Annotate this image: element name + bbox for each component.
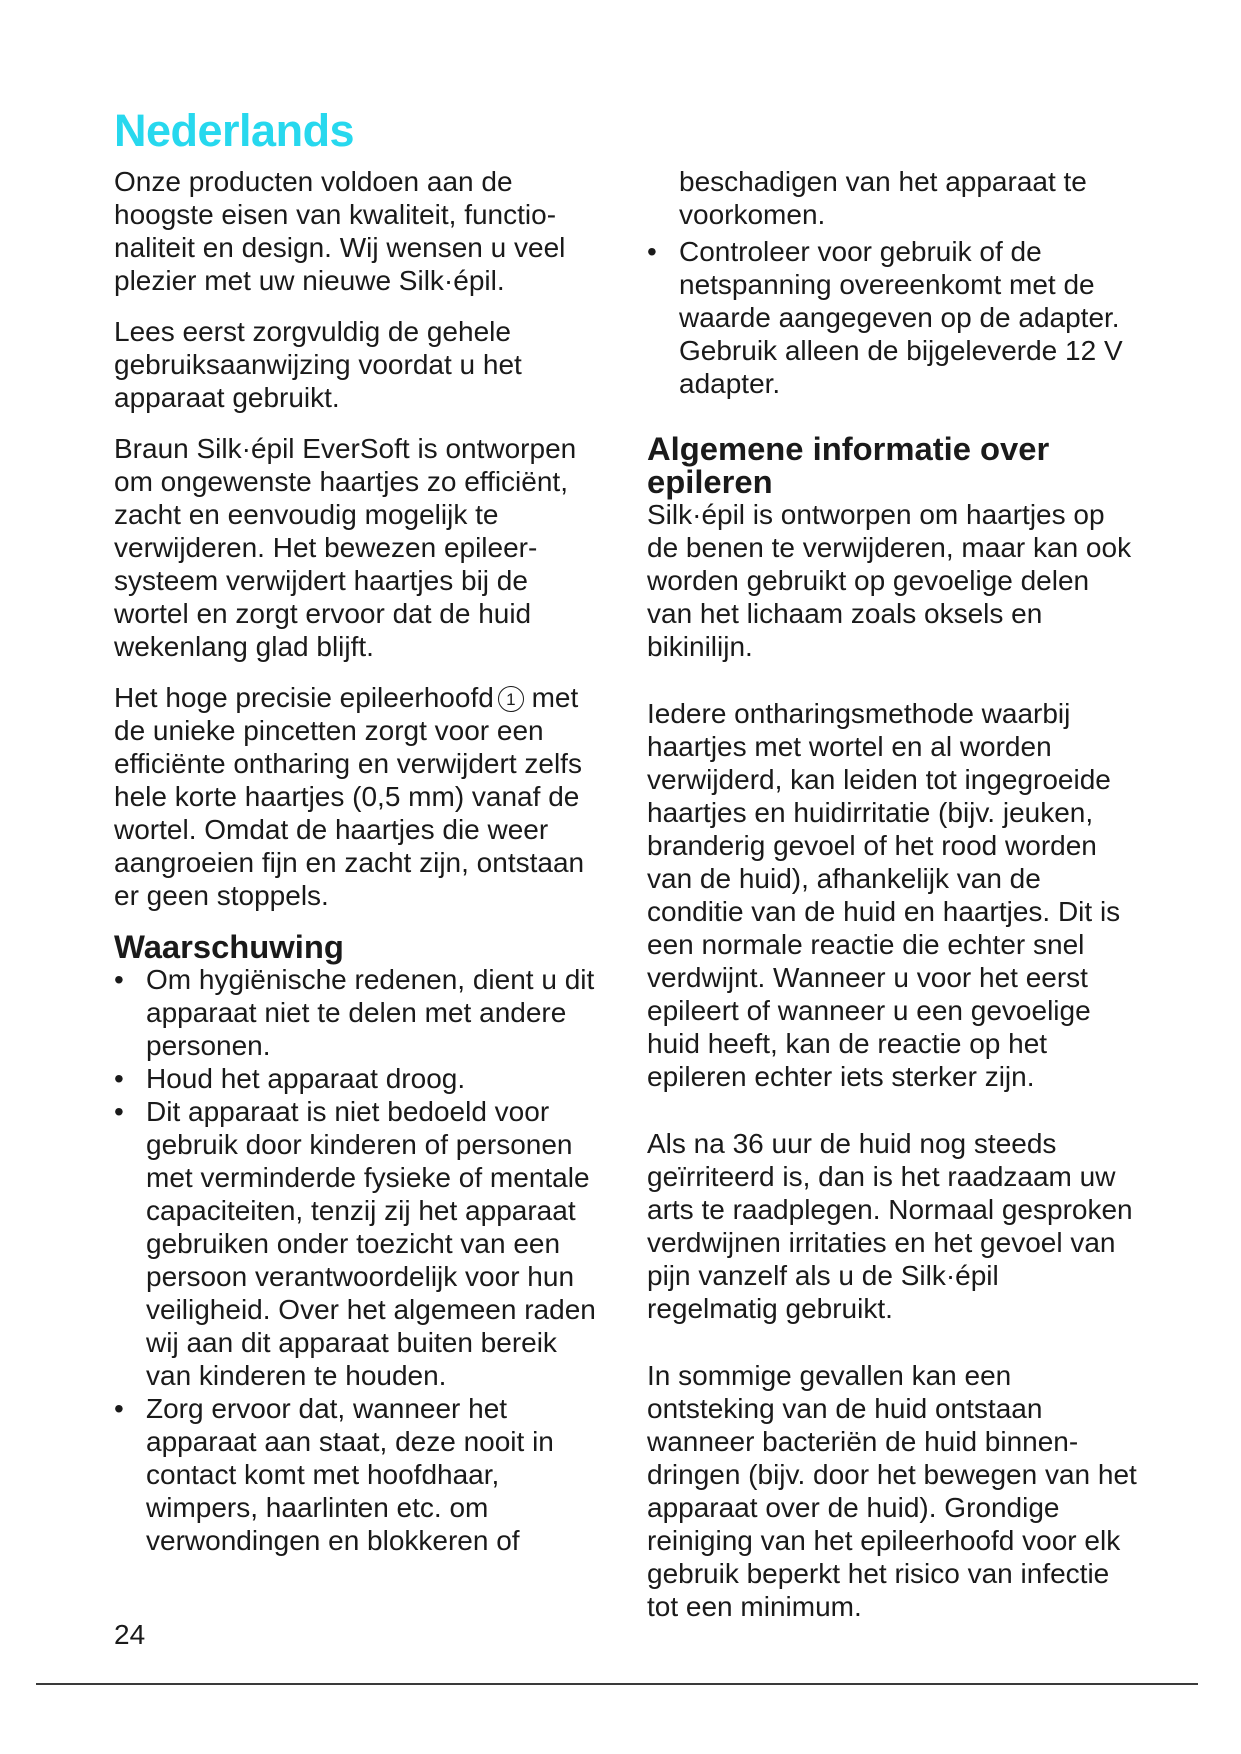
- page-heading: Nederlands: [114, 105, 355, 156]
- info-paragraph-2: Iedere ontharingsmethode waarbij haartjes met wortel en al worden verwijderd, kan leiden tot ingegroeide haartjes en huidirritatie (bijv. jeuken, branderig gevoel of het rood worden van de huid), afhankelijk van de conditie van de huid en haartjes. Dit is een normale reactie die echter snel verdwijnt. Wanneer u voor het eerst epileert of wanneer u een gevoelige huid heeft, kan de reactie op het epileren echter iets sterker zijn.: [647, 698, 1121, 1092]
- warning-item-4: [114, 1392, 604, 1557]
- warning-item-text: Houd het apparaat droog.: [146, 1063, 466, 1094]
- warning-item-1: [114, 963, 604, 1062]
- warning-item-5: [647, 235, 1137, 400]
- warning-list-continued: [647, 235, 1137, 400]
- bullet-icon: •: [114, 964, 124, 995]
- info-paragraph-4: In sommige gevallen kan een ontsteking van de huid ontstaan wanneer bacteriën de huid binnendringen (bijv. door het bewegen van het apparaat over de huid). Grondige reiniging van het epileerhoofd voor elk gebruik beperkt het risico van infectie tot een minimum.: [647, 1360, 1137, 1622]
- figure-reference-1: 1: [498, 686, 524, 712]
- warning-item-text: Controleer voor gebruik of de netspanning overeenkomt met de waarde aangegeven op de adapter. Gebruik alleen de bijgeleverde 12 V adapter.: [679, 236, 1123, 399]
- right-column: [647, 165, 1137, 1641]
- warning-item-text: Zorg ervoor dat, wanneer het apparaat aan staat, deze nooit in contact komt met hoofdhaar, wimpers, haarlinten etc. om verwondingen en blokkeren of: [146, 1393, 554, 1556]
- bullet-icon: •: [114, 1063, 124, 1094]
- page-number: 24: [114, 1619, 146, 1650]
- intro-paragraph-4: [114, 681, 604, 912]
- warning-heading: Waarschuwing: [114, 928, 344, 965]
- bullet-icon: •: [114, 1096, 124, 1127]
- bullet-icon: •: [114, 1393, 124, 1424]
- left-column: [114, 165, 604, 1557]
- warning-item-4-continued: beschadigen van het apparaat te voorkomen.: [679, 166, 1087, 230]
- info-paragraph-3: Als na 36 uur de huid nog steeds geïrriteerd is, dan is het raadzaam uw arts te raadplegen. Normaal gesproken verdwijnen irritaties en het gevoel van pijn vanzelf als u de Silk·épil regelmatig gebruikt.: [647, 1128, 1133, 1324]
- warning-list: [114, 963, 604, 1557]
- intro-paragraph-2: Lees eerst zorgvuldig de gehele gebruiksaanwijzing voordat u het apparaat gebruikt.: [114, 316, 522, 413]
- intro-paragraph-4-end: met de unieke pincetten zorgt voor een efficiënte ontharing en verwijdert zelfs hele korte haartjes (0,5 mm) vanaf de wortel. Omdat de haartjes die weer aangroeien fijn en zacht zijn, ontstaan er geen stoppels.: [114, 682, 585, 911]
- warning-item-text: Om hygiënische redenen, dient u dit apparaat niet te delen met andere personen.: [146, 964, 595, 1061]
- intro-paragraph-3: Braun Silk·épil EverSoft is ontworpen om ongewenste haartjes zo efficiënt, zacht en eenvoudig mogelijk te verwijderen. Het bewezen epileersysteem verwijdert haartjes bij de wortel en zorgt ervoor dat de huid wekenlang glad blijft.: [114, 433, 577, 662]
- info-paragraph-1: Silk·épil is ontworpen om haartjes op de benen te verwijderen, maar kan ook worden gebruikt op gevoelige delen van het lichaam zoals oksels en bikinilijn.: [647, 499, 1132, 662]
- warning-item-text: Dit apparaat is niet bedoeld voor gebruik door kinderen of personen met verminderde fysieke of mentale capaciteiten, tenzij zij het apparaat gebruiken onder toezicht van een persoon verantwoordelijk voor hun veiligheid. Over het algemeen raden wij aan dit apparaat buiten bereik van kinderen te houden.: [146, 1096, 596, 1391]
- bullet-icon: •: [647, 236, 657, 267]
- warning-item-2: [114, 1062, 604, 1095]
- info-heading: Algemene informatie over epileren: [647, 430, 1050, 500]
- footer-divider: [36, 1683, 1198, 1685]
- warning-item-3: [114, 1095, 604, 1392]
- intro-paragraph-4-start: Het hoge precisie epileerhoofd: [114, 682, 494, 713]
- intro-paragraph-1: Onze producten voldoen aan de hoogste eisen van kwaliteit, functionaliteit en design. Wij wensen u veel plezier met uw nieuwe Silk·épil.: [114, 166, 566, 296]
